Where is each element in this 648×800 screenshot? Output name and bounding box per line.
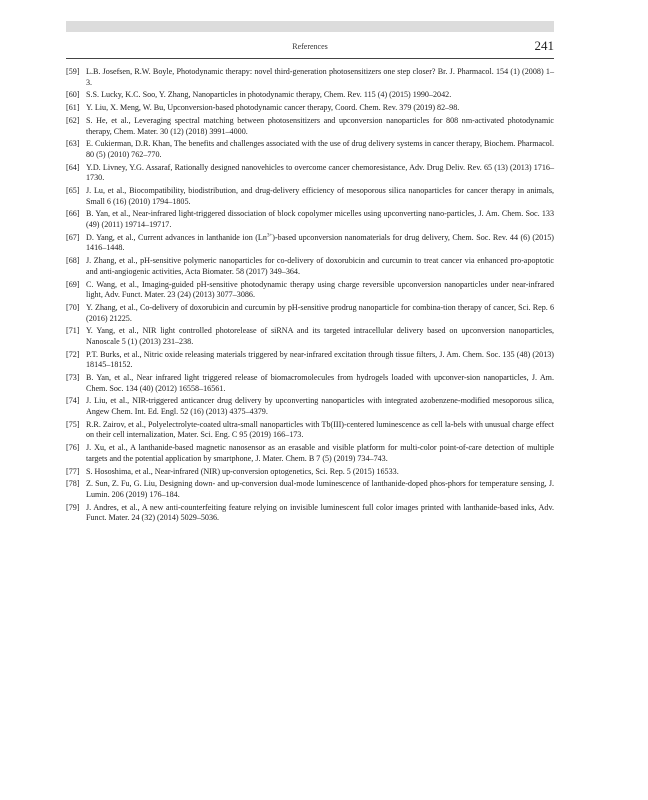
running-head: [66, 38, 554, 56]
reference-list: [66, 67, 554, 526]
reference-text: J. Andres, et al., A new anti-counterfeiting feature relying on invisible luminescent full color images printed with lanthanide-based inks, Adv. Funct. Mater. 24 (32) (2014) 5029–5036.: [86, 502, 554, 523]
reference-number: [68]: [66, 256, 80, 266]
reference-text: Y.D. Livney, Y.G. Assaraf, Rationally designed nanovehicles to overcome cancer chemoresistance, Adv. Drug Deliv. Rev. 65 (13) (2013) 1716–1730.: [86, 162, 554, 183]
reference-item: [66, 503, 554, 524]
reference-text: J. Xu, et al., A lanthanide-based magnetic nanosensor as an erasable and visible platform for multi-color point-of-care detection of multiple targets and the potential application by smartphone, J. Mater. Chem. B 7 (5) (2019) 734–743.: [86, 443, 554, 463]
reference-number: [66]: [66, 209, 80, 219]
reference-number: [62]: [66, 115, 80, 125]
reference-item: [66, 396, 554, 417]
reference-text: B. Yan, et al., Near infrared light triggered release of biomacromolecules from hydrogels loaded with upconver-sion nanoparticles, J. Am. Chem. Soc. 134 (40) (2012) 16558–16561.: [86, 373, 554, 393]
reference-item: [66, 90, 554, 101]
reference-item: [66, 139, 554, 160]
header-bar: [66, 21, 554, 32]
reference-text: L.B. Josefsen, R.W. Boyle, Photodynamic therapy: novel third-generation photosensitizers one step closer? Br. J. Pharmacol. 154 (1) (2008) 1–3.: [86, 67, 554, 87]
reference-item: [66, 420, 554, 441]
reference-number: [59]: [66, 67, 80, 76]
reference-item: [66, 303, 554, 324]
reference-number: [64]: [66, 162, 80, 172]
reference-item: [66, 163, 554, 184]
reference-item: [66, 209, 554, 230]
reference-text: J. Zhang, et al., pH-sensitive polymeric nanoparticles for co-delivery of doxorubicin and curcumin to treat cancer via enhanced pro-apoptotic and anti-angiogenic activities, Acta Biomater. 58 (2017) 349–364.: [86, 256, 554, 276]
reference-item: [66, 443, 554, 464]
reference-number: [71]: [66, 326, 80, 336]
reference-item: [66, 467, 554, 478]
reference-text: Y. Yang, et al., NIR light controlled photorelease of siRNA and its targeted intracellular delivery based on upconversion nanoparticles, Nanoscale 5 (1) (2013) 231–238.: [86, 326, 554, 346]
reference-number: [67]: [66, 232, 80, 242]
reference-number: [63]: [66, 139, 80, 149]
reference-text: Y. Liu, X. Meng, W. Bu, Upconversion-based photodynamic cancer therapy, Coord. Chem. Rev. 379 (2019) 82–98.: [86, 103, 460, 113]
reference-item: [66, 103, 554, 114]
reference-item: [66, 373, 554, 394]
reference-text-part: D. Yang, et al., Current advances in lanthanide ion (Ln: [86, 232, 267, 242]
reference-number: [75]: [66, 419, 80, 429]
reference-text: E. Cukierman, D.R. Khan, The benefits and challenges associated with the use of drug delivery systems in cancer therapy, Biochem. Pharmacol. 80 (5) (2010) 762–770.: [86, 139, 554, 159]
reference-number: [77]: [66, 466, 80, 476]
reference-item: [66, 116, 554, 137]
reference-number: [61]: [66, 103, 80, 113]
reference-item: [66, 280, 554, 301]
reference-number: [72]: [66, 349, 80, 359]
reference-number: [70]: [66, 302, 80, 312]
reference-item: [66, 350, 554, 371]
reference-text-part: )-based upconversion nanomaterials for drug delivery, Chem. Soc. Rev. 44 (6) (2015) 1416–1448.: [86, 232, 554, 253]
section-title: References: [292, 42, 328, 51]
superscript: 3+: [266, 233, 273, 239]
reference-text: B. Yan, et al., Near-infrared light-triggered dissociation of block copolymer micelles using upconverting nano-particles, J. Am. Chem. Soc. 133 (49) (2011) 19714–19717.: [86, 209, 554, 230]
reference-text: R.R. Zairov, et al., Polyelectrolyte-coated ultra-small nanoparticles with Tb(III)-centered luminescence as cell la-bels with unusual charge effect on their cell internalization, Mater. Sci. Eng. C 95 (2019) 166–173.: [86, 419, 554, 440]
reference-number: [60]: [66, 90, 80, 100]
reference-text: S.S. Lucky, K.C. Soo, Y. Zhang, Nanoparticles in photodynamic therapy, Chem. Rev. 115 (4) (2015) 1990–2042.: [86, 90, 452, 100]
reference-text: Z. Sun, Z. Fu, G. Liu, Designing down- and up-conversion dual-mode luminescence of lanthanide-doped phos-phors for temperature sensing, J. Lumin. 206 (2019) 176–184.: [86, 479, 554, 499]
reference-number: [78]: [66, 479, 80, 489]
reference-item: [66, 186, 554, 207]
reference-item: [66, 326, 554, 347]
reference-item: [66, 233, 554, 254]
reference-number: [65]: [66, 186, 80, 196]
reference-text: Y. Zhang, et al., Co-delivery of doxorubicin and curcumin by pH-sensitive prodrug nanoparticle for combina-tion therapy of cancer, Sci. Rep. 6 (2016) 21225.: [86, 302, 554, 323]
reference-text: J. Liu, et al., NIR-triggered anticancer drug delivery by upconverting nanoparticles with integrated azobenzene-modified mesoporous silica, Angew Chem. Int. Ed. Engl. 52 (16) (2013) 4375–4379.: [86, 396, 554, 417]
reference-number: [74]: [66, 396, 80, 406]
reference-text: [86, 233, 554, 253]
reference-number: [69]: [66, 279, 80, 289]
reference-text: J. Lu, et al., Biocompatibility, biodistribution, and drug-delivery efficiency of mesoporous silica nanoparticles for cancer therapy in animals, Small 6 (16) (2010) 1794–1805.: [86, 186, 554, 206]
reference-text: S. Hososhima, et al., Near-infrared (NIR) up-conversion optogenetics, Sci. Rep. 5 (2015) 16533.: [86, 466, 399, 476]
reference-text: C. Wang, et al., Imaging-guided pH-sensitive photodynamic therapy using charge reversible upconversion nanoparticles under near-infrared light, Adv. Funct. Mater. 23 (24) (2013) 3077–3086.: [86, 279, 554, 300]
header-rule: [66, 58, 554, 59]
reference-number: [73]: [66, 373, 80, 383]
reference-number: [79]: [66, 502, 80, 512]
reference-item: [66, 67, 554, 88]
reference-text: S. He, et al., Leveraging spectral matching between photosensitizers and upconversion nanoparticles for 808 nm-activated photodynamic therapy, Chem. Mater. 30 (12) (2018) 3991–4000.: [86, 115, 554, 136]
reference-item: [66, 256, 554, 277]
reference-number: [76]: [66, 443, 80, 453]
page-number: 241: [534, 38, 554, 53]
reference-text: P.T. Burks, et al., Nitric oxide releasing materials triggered by near-infrared excitation through tissue filters, J. Am. Chem. Soc. 135 (48) (2013) 18145–18152.: [86, 349, 554, 370]
reference-item: [66, 479, 554, 500]
